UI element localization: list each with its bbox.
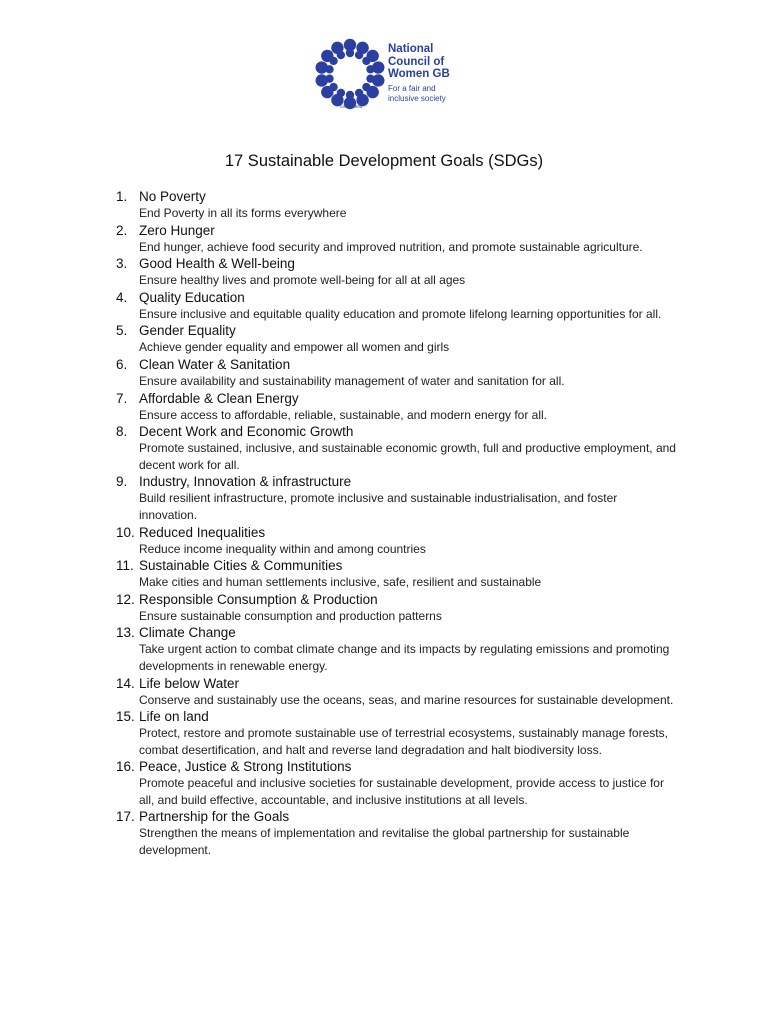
goal-name: Responsible Consumption & Production xyxy=(139,591,378,607)
goal-item xyxy=(116,255,676,289)
goal-item xyxy=(116,591,676,625)
goal-number: 5. xyxy=(116,323,128,339)
goal-description: Ensure inclusive and equitable quality education and promote lifelong learning opportunities for all. xyxy=(139,306,662,321)
goal-number: 1. xyxy=(116,189,128,204)
goal-description: Reduce income inequality within and among countries xyxy=(139,541,426,556)
goal-item xyxy=(116,473,676,523)
org-name xyxy=(388,43,450,81)
org-tagline-line: inclusive society xyxy=(388,93,446,103)
goal-description: Promote sustained, inclusive, and sustainable economic growth, full and productive employment, and decent work for all. xyxy=(139,441,676,472)
goal-item xyxy=(116,808,676,858)
goals-list xyxy=(116,188,676,859)
goal-description: Make cities and human settlements inclusive, safe, resilient and sustainable xyxy=(139,575,542,590)
goal-number: 11. xyxy=(116,558,134,574)
goal-name: Affordable & Clean Energy xyxy=(139,390,299,406)
goal-description: End hunger, achieve food security and improved nutrition, and promote sustainable agriculture. xyxy=(139,239,643,254)
goal-description: Strengthen the means of implementation and revitalise the global partnership for sustainable development. xyxy=(139,826,630,858)
goal-name: Climate Change xyxy=(139,625,236,641)
goal-name: Partnership for the Goals xyxy=(139,809,290,825)
goal-name: Clean Water & Sanitation xyxy=(139,356,291,372)
goal-name: Quality Education xyxy=(139,289,245,305)
goal-item xyxy=(116,289,676,323)
goal-number: 15. xyxy=(116,709,135,725)
goal-item xyxy=(116,222,676,256)
goal-description: Promote peaceful and inclusive societies for sustainable development, provide access to justice for all, and build effective, accountable, and inclusive institutions at all levels. xyxy=(139,776,664,807)
org-name-line: Women GB xyxy=(388,68,450,80)
goal-item xyxy=(116,390,676,424)
goal-number: 3. xyxy=(116,256,128,272)
goal-name: Zero Hunger xyxy=(139,222,215,238)
goal-number: 10. xyxy=(116,524,135,540)
goal-name: Reduced Inequalities xyxy=(139,524,266,540)
goal-number: 12. xyxy=(116,591,135,607)
goal-description: Ensure availability and sustainability management of water and sanitation for all. xyxy=(139,373,565,388)
goal-description: Take urgent action to combat climate change and its impacts by regulating emissions and promoting developments in renewable energy. xyxy=(139,642,670,673)
document-title: 17 Sustainable Development Goals (SDGs) xyxy=(224,152,544,170)
goal-number: 16. xyxy=(116,759,135,775)
org-tagline xyxy=(388,84,446,103)
goal-name: Sustainable Cities & Communities xyxy=(139,558,343,574)
goal-name: Gender Equality xyxy=(139,323,236,339)
goal-name: Good Health & Well-being xyxy=(139,256,295,272)
goal-number: 9. xyxy=(116,474,128,490)
org-name-line: Council of xyxy=(388,55,445,68)
goal-name: Peace, Justice & Strong Institutions xyxy=(139,759,352,775)
goal-number: 13. xyxy=(116,625,135,641)
goal-name: Life below Water xyxy=(139,675,240,691)
goal-item xyxy=(116,758,676,808)
goal-description: End Poverty in all its forms everywhere xyxy=(139,206,347,220)
goal-description: Ensure sustainable consumption and production patterns xyxy=(139,608,442,623)
goal-description: Protect, restore and promote sustainable use of terrestrial ecosystems, sustainably manage forests, combat desertification, and halt and reverse land degradation and halt biodiversity loss. xyxy=(139,726,668,757)
org-since: Since 1895 xyxy=(339,104,363,109)
goal-item xyxy=(116,624,676,674)
goal-name: Industry, Innovation & infrastructure xyxy=(139,474,352,490)
goal-item xyxy=(116,557,676,591)
goal-description: Ensure access to affordable, reliable, sustainable, and modern energy for all. xyxy=(139,407,548,422)
goal-name: Decent Work and Economic Growth xyxy=(139,424,354,440)
goal-number: 17. xyxy=(116,809,135,825)
org-tagline-line: For a fair and xyxy=(388,84,436,93)
goal-number: 6. xyxy=(116,356,128,372)
org-logo xyxy=(312,38,482,116)
goal-item xyxy=(116,423,676,473)
goal-item xyxy=(116,524,676,558)
goal-item xyxy=(116,675,676,709)
goal-item xyxy=(116,322,676,356)
goal-description: Conserve and sustainably use the oceans, seas, and marine resources for sustainable development. xyxy=(139,692,674,707)
goal-description: Achieve gender equality and empower all women and girls xyxy=(139,340,450,355)
goal-number: 14. xyxy=(116,675,135,691)
goal-number: 7. xyxy=(116,390,128,406)
ring-of-people-icon xyxy=(312,38,388,114)
goal-number: 8. xyxy=(116,424,128,440)
goal-description: Build resilient infrastructure, promote inclusive and sustainable industrialisation, and foster innovation. xyxy=(139,491,618,522)
org-name-line: National xyxy=(388,43,434,55)
goal-item xyxy=(116,188,676,222)
goal-item xyxy=(116,708,676,758)
goal-name: Life on land xyxy=(139,709,209,725)
goal-description: Ensure healthy lives and promote well-being for all at all ages xyxy=(139,273,466,288)
goal-number: 2. xyxy=(116,222,128,238)
goal-name: No Poverty xyxy=(139,189,206,204)
goal-item xyxy=(116,356,676,390)
goal-number: 4. xyxy=(116,289,128,305)
